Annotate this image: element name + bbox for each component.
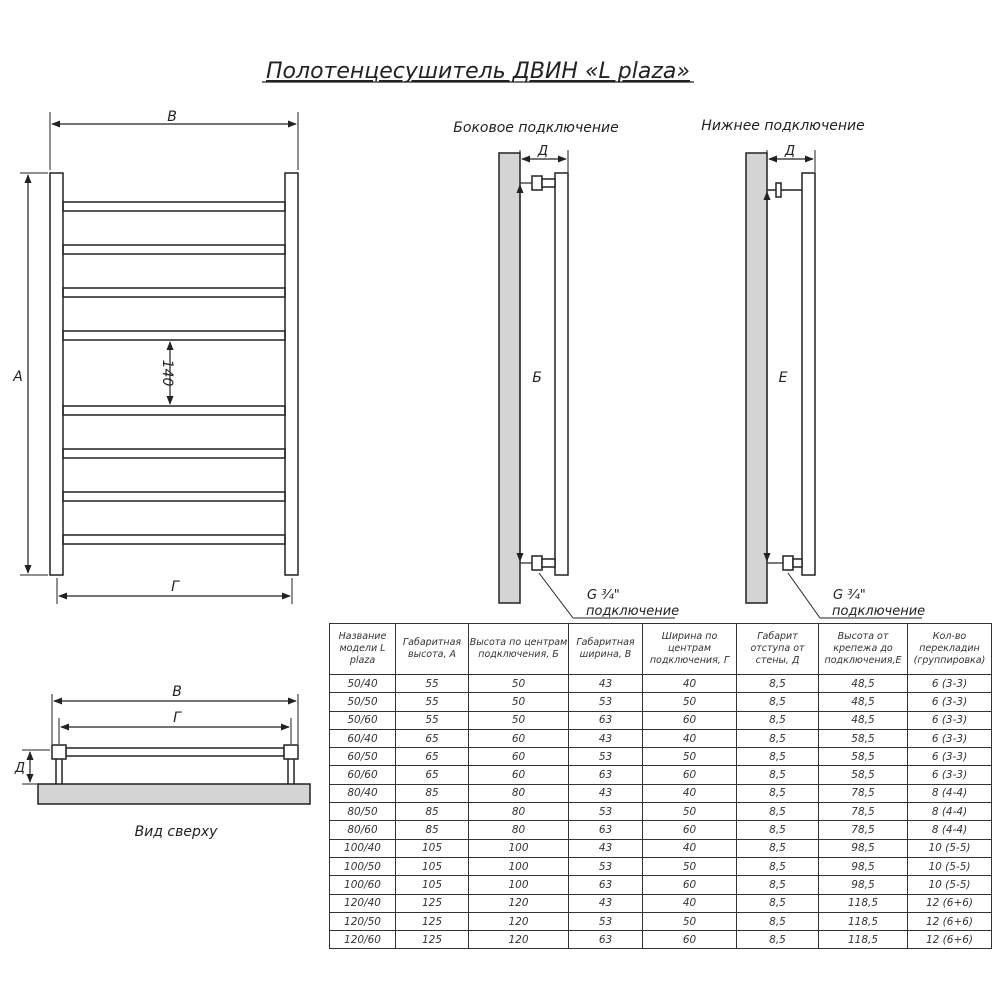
spec-table xyxy=(329,623,992,949)
cell-wall-offset-D: 8,5 xyxy=(737,821,819,839)
cell-height-A: 85 xyxy=(396,784,469,802)
cell-center-width-G: 60 xyxy=(643,931,737,949)
bottom-dim-label-E: Е xyxy=(778,370,788,386)
table-row xyxy=(330,839,992,857)
header-width-V: Габаритная ширина, В xyxy=(569,624,643,675)
cell-center-width-G: 50 xyxy=(643,693,737,711)
cell-center-width-G: 60 xyxy=(643,766,737,784)
cell-center-height-B: 60 xyxy=(469,748,569,766)
cell-height-A: 55 xyxy=(396,675,469,693)
cell-model: 100/60 xyxy=(330,876,396,894)
cell-height-A: 65 xyxy=(396,766,469,784)
table-row xyxy=(330,766,992,784)
cell-mount-height-E: 58,5 xyxy=(819,748,908,766)
cell-center-width-G: 60 xyxy=(643,821,737,839)
cell-width-V: 43 xyxy=(569,784,643,802)
cell-rung-count: 6 (3-3) xyxy=(908,748,992,766)
cell-wall-offset-D: 8,5 xyxy=(737,803,819,821)
spec-table-body xyxy=(330,675,992,949)
cell-rung-count: 8 (4-4) xyxy=(908,803,992,821)
cell-mount-height-E: 58,5 xyxy=(819,766,908,784)
header-center-width-G: Ширина по центрам подключения, Г xyxy=(643,624,737,675)
cell-mount-height-E: 118,5 xyxy=(819,912,908,930)
cell-wall-offset-D: 8,5 xyxy=(737,912,819,930)
table-row xyxy=(330,876,992,894)
table-row xyxy=(330,748,992,766)
cell-wall-offset-D: 8,5 xyxy=(737,766,819,784)
cell-rung-count: 6 (3-3) xyxy=(908,711,992,729)
cell-rung-count: 10 (5-5) xyxy=(908,876,992,894)
cell-mount-height-E: 58,5 xyxy=(819,729,908,747)
cell-center-height-B: 80 xyxy=(469,803,569,821)
header-mount-height-E: Высота от крепежа до подключения,Е xyxy=(819,624,908,675)
cell-rung-count: 6 (3-3) xyxy=(908,675,992,693)
cell-center-width-G: 60 xyxy=(643,876,737,894)
cell-mount-height-E: 48,5 xyxy=(819,693,908,711)
side-dim-label-D: Д xyxy=(537,144,549,159)
cell-wall-offset-D: 8,5 xyxy=(737,839,819,857)
table-row xyxy=(330,857,992,875)
dim-label-140: 140 xyxy=(159,359,175,387)
cell-rung-count: 6 (3-3) xyxy=(908,766,992,784)
cell-height-A: 105 xyxy=(396,839,469,857)
spec-table-wrapper xyxy=(329,623,991,949)
cell-width-V: 63 xyxy=(569,766,643,784)
cell-height-A: 65 xyxy=(396,729,469,747)
cell-mount-height-E: 78,5 xyxy=(819,784,908,802)
cell-model: 80/40 xyxy=(330,784,396,802)
page-title: Полотенцесушитель ДВИН «L plaza» xyxy=(266,59,690,84)
bottom-connection-label: подключение xyxy=(832,604,926,619)
cell-model: 50/60 xyxy=(330,711,396,729)
cell-model: 80/60 xyxy=(330,821,396,839)
header-rung-count: Кол-во перекладин (группировка) xyxy=(908,624,992,675)
cell-center-width-G: 40 xyxy=(643,894,737,912)
top-view xyxy=(22,694,310,804)
table-row xyxy=(330,894,992,912)
cell-model: 50/40 xyxy=(330,675,396,693)
front-view xyxy=(20,112,298,604)
cell-center-height-B: 120 xyxy=(469,931,569,949)
side-connection-size: G ¾" xyxy=(587,588,620,603)
cell-height-A: 85 xyxy=(396,803,469,821)
bottom-view xyxy=(746,150,922,618)
cell-model: 100/40 xyxy=(330,839,396,857)
header-model: Название модели L plaza xyxy=(330,624,396,675)
cell-center-height-B: 50 xyxy=(469,693,569,711)
cell-mount-height-E: 78,5 xyxy=(819,821,908,839)
cell-center-height-B: 100 xyxy=(469,839,569,857)
cell-width-V: 63 xyxy=(569,711,643,729)
cell-rung-count: 12 (6+6) xyxy=(908,931,992,949)
wall xyxy=(499,153,520,603)
cell-rung-count: 12 (6+6) xyxy=(908,912,992,930)
cell-center-width-G: 50 xyxy=(643,912,737,930)
table-row xyxy=(330,912,992,930)
cell-height-A: 105 xyxy=(396,857,469,875)
cell-model: 120/50 xyxy=(330,912,396,930)
upright-side xyxy=(555,173,568,575)
table-row xyxy=(330,821,992,839)
right-upright xyxy=(285,173,298,575)
cell-model: 120/40 xyxy=(330,894,396,912)
top-dim-label-D: Д xyxy=(14,761,26,776)
cell-rung-count: 8 (4-4) xyxy=(908,821,992,839)
dim-label-A: А xyxy=(13,369,23,385)
cell-model: 120/60 xyxy=(330,931,396,949)
cell-mount-height-E: 118,5 xyxy=(819,931,908,949)
bottom-connection-size: G ¾" xyxy=(833,588,866,603)
cell-width-V: 53 xyxy=(569,748,643,766)
cell-model: 60/40 xyxy=(330,729,396,747)
cell-width-V: 53 xyxy=(569,803,643,821)
cell-height-A: 55 xyxy=(396,693,469,711)
cell-height-A: 125 xyxy=(396,912,469,930)
cell-mount-height-E: 48,5 xyxy=(819,711,908,729)
cell-mount-height-E: 98,5 xyxy=(819,839,908,857)
cell-center-height-B: 100 xyxy=(469,876,569,894)
cell-mount-height-E: 98,5 xyxy=(819,876,908,894)
cell-center-height-B: 60 xyxy=(469,729,569,747)
cell-center-width-G: 60 xyxy=(643,711,737,729)
cell-height-A: 125 xyxy=(396,931,469,949)
cell-center-width-G: 50 xyxy=(643,748,737,766)
cell-rung-count: 6 (3-3) xyxy=(908,693,992,711)
cell-mount-height-E: 118,5 xyxy=(819,894,908,912)
cell-wall-offset-D: 8,5 xyxy=(737,711,819,729)
cell-wall-offset-D: 8,5 xyxy=(737,729,819,747)
cell-model: 60/60 xyxy=(330,766,396,784)
side-view-caption: Боковое подключение xyxy=(453,120,619,136)
cell-center-height-B: 50 xyxy=(469,675,569,693)
cell-wall-offset-D: 8,5 xyxy=(737,675,819,693)
cell-width-V: 53 xyxy=(569,857,643,875)
cell-center-width-G: 40 xyxy=(643,729,737,747)
cell-model: 100/50 xyxy=(330,857,396,875)
side-connection-label: подключение xyxy=(586,604,680,619)
cell-rung-count: 12 (6+6) xyxy=(908,894,992,912)
cell-center-height-B: 100 xyxy=(469,857,569,875)
cell-center-height-B: 80 xyxy=(469,784,569,802)
cell-model: 80/50 xyxy=(330,803,396,821)
cell-height-A: 55 xyxy=(396,711,469,729)
cell-width-V: 63 xyxy=(569,931,643,949)
cell-wall-offset-D: 8,5 xyxy=(737,931,819,949)
cell-height-A: 105 xyxy=(396,876,469,894)
table-row xyxy=(330,675,992,693)
cell-center-width-G: 50 xyxy=(643,803,737,821)
cell-rung-count: 10 (5-5) xyxy=(908,857,992,875)
cell-wall-offset-D: 8,5 xyxy=(737,894,819,912)
table-row xyxy=(330,803,992,821)
cell-wall-offset-D: 8,5 xyxy=(737,857,819,875)
cell-center-width-G: 40 xyxy=(643,675,737,693)
cell-mount-height-E: 78,5 xyxy=(819,803,908,821)
cell-rung-count: 6 (3-3) xyxy=(908,729,992,747)
top-view-wall xyxy=(38,784,310,804)
upright-bottom-conn xyxy=(802,173,815,575)
cell-center-height-B: 120 xyxy=(469,894,569,912)
cell-mount-height-E: 98,5 xyxy=(819,857,908,875)
cell-rung-count: 10 (5-5) xyxy=(908,839,992,857)
cell-wall-offset-D: 8,5 xyxy=(737,748,819,766)
header-wall-offset-D: Габарит отступа от стены, Д xyxy=(737,624,819,675)
cell-width-V: 53 xyxy=(569,912,643,930)
header-height-A: Габаритная высота, А xyxy=(396,624,469,675)
header-center-height-B: Высота по центрам подключения, Б xyxy=(469,624,569,675)
cell-mount-height-E: 48,5 xyxy=(819,675,908,693)
cell-width-V: 43 xyxy=(569,894,643,912)
cell-width-V: 63 xyxy=(569,821,643,839)
cell-rung-count: 8 (4-4) xyxy=(908,784,992,802)
table-header-row xyxy=(330,624,992,675)
table-row xyxy=(330,729,992,747)
table-row xyxy=(330,784,992,802)
cell-center-width-G: 40 xyxy=(643,839,737,857)
table-row xyxy=(330,711,992,729)
left-upright xyxy=(50,173,63,575)
cell-center-height-B: 60 xyxy=(469,766,569,784)
cell-model: 50/50 xyxy=(330,693,396,711)
cell-center-height-B: 50 xyxy=(469,711,569,729)
dim-label-G: Г xyxy=(171,579,179,595)
top-dim-label-B: В xyxy=(172,684,182,700)
cell-width-V: 43 xyxy=(569,729,643,747)
cell-height-A: 85 xyxy=(396,821,469,839)
table-row xyxy=(330,693,992,711)
cell-width-V: 43 xyxy=(569,839,643,857)
cell-model: 60/50 xyxy=(330,748,396,766)
cell-height-A: 125 xyxy=(396,894,469,912)
side-view xyxy=(499,150,675,618)
cell-center-height-B: 120 xyxy=(469,912,569,930)
cell-center-height-B: 80 xyxy=(469,821,569,839)
side-dim-label-B: Б xyxy=(532,370,542,386)
dim-label-B: В xyxy=(167,109,177,125)
cell-width-V: 53 xyxy=(569,693,643,711)
table-row xyxy=(330,931,992,949)
top-dim-label-G: Г xyxy=(173,710,181,726)
cell-width-V: 43 xyxy=(569,675,643,693)
cell-center-width-G: 40 xyxy=(643,784,737,802)
top-view-caption: Вид сверху xyxy=(134,824,218,840)
wall-2 xyxy=(746,153,767,603)
bottom-dim-label-D: Д xyxy=(784,144,796,159)
cell-height-A: 65 xyxy=(396,748,469,766)
cell-wall-offset-D: 8,5 xyxy=(737,693,819,711)
cell-wall-offset-D: 8,5 xyxy=(737,784,819,802)
cell-wall-offset-D: 8,5 xyxy=(737,876,819,894)
cell-width-V: 63 xyxy=(569,876,643,894)
cell-center-width-G: 50 xyxy=(643,857,737,875)
bottom-view-caption: Нижнее подключение xyxy=(701,118,865,134)
